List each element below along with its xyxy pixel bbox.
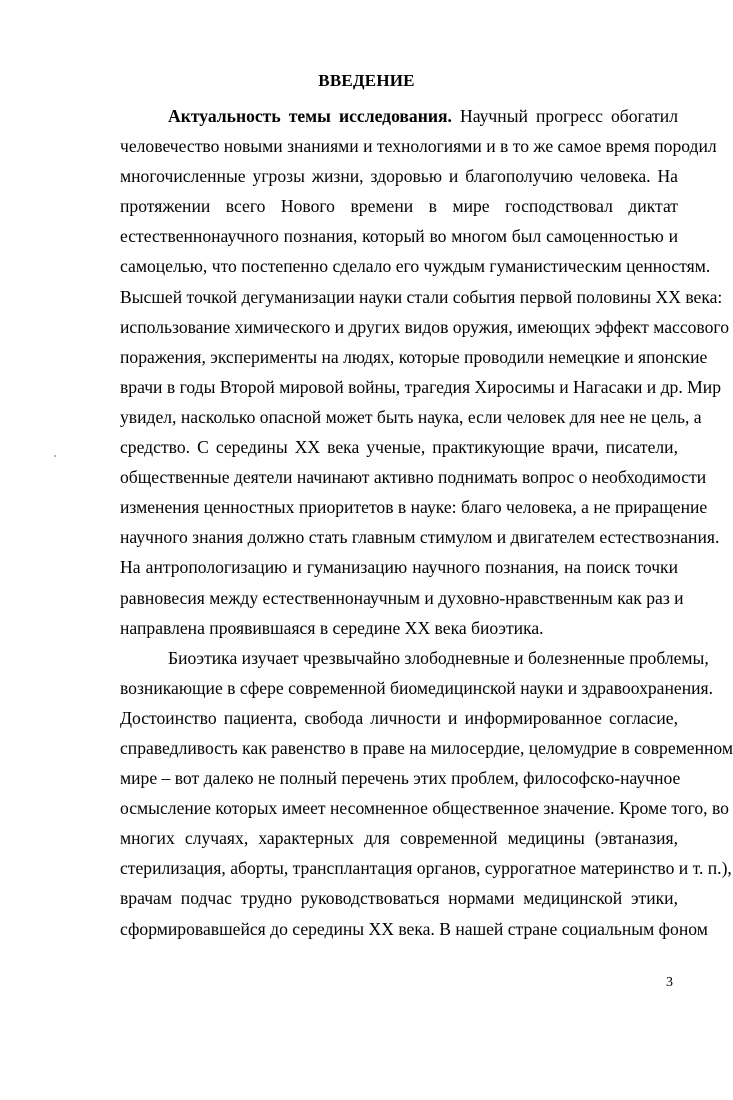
body-text — [120, 101, 733, 944]
paragraph-2-line: мире – вот далеко не полный перечень этих проблем, философско-научное — [120, 768, 681, 789]
paragraph-1-line-1 — [120, 101, 678, 131]
paragraph-1-line: На антропологизацию и гуманизацию научного познания, на поиск точки — [120, 557, 678, 578]
paragraph-2-line: Достоинство пациента, свобода личности и информированное согласие, — [120, 707, 678, 728]
paragraph-1-line: равновесия между естественнонаучным и духовно-нравственным как раз и — [120, 587, 684, 608]
paragraph-1-line: средство. С середины XX века ученые, практикующие врачи, писатели, — [120, 437, 678, 458]
paragraph-1-line: увидел, насколько опасной может быть наука, если человек для нее не цель, а — [120, 406, 702, 427]
paragraph-1-line: изменения ценностных приоритетов в науке: благо человека, а не приращение — [120, 497, 708, 518]
page-number: 3 — [666, 975, 673, 990]
paragraph-2-line: осмысление которых имеет несомненное общественное значение. Кроме того, во — [120, 798, 729, 819]
lead-phrase: Актуальность темы исследования. — [168, 106, 452, 126]
paragraph-1-line: поражения, эксперименты на людях, которые проводили немецкие и японские — [120, 346, 708, 367]
paragraph-1-line: многочисленные угрозы жизни, здоровью и благополучию человека. На — [120, 166, 678, 187]
paragraph-1-line: человечество новыми знаниями и технологиями и в то же самое время породил — [120, 136, 717, 157]
paragraph-1-line: протяжении всего Нового времени в мире господствовал диктат — [120, 196, 678, 217]
paragraph-1-line: самоцелью, что постепенно сделало его чуждым гуманистическим ценностям. — [120, 256, 711, 277]
paragraph-2-line: врачам подчас трудно руководствоваться нормами медицинской этики, — [120, 888, 678, 909]
paragraph-2-line: Биоэтика изучает чрезвычайно злободневные и болезненные проблемы, — [168, 647, 709, 668]
paragraph-1-line: использование химического и других видов оружия, имеющих эффект массового — [120, 316, 729, 337]
paragraph-line-text: Научный прогресс обогатил — [460, 106, 678, 126]
paragraph-1-line: естественнонаучного познания, который во многом был самоценностью и — [120, 226, 678, 247]
paragraph-1-line: научного знания должно стать главным стимулом и двигателем естествознания. — [120, 527, 720, 548]
paragraph-1-line: врачи в годы Второй мировой войны, трагедия Хиросимы и Нагасаки и др. Мир — [120, 376, 722, 397]
paragraph-2-line: стерилизация, аборты, трансплантация органов, суррогатное материнство и т. п.), — [120, 858, 732, 879]
paragraph-1-line: Высшей точкой дегуманизации науки стали события первой половины XX века: — [120, 286, 723, 307]
page-title: ВВЕДЕНИЕ — [318, 71, 415, 90]
paragraph-1-line: направлена проявившаяся в середине XX века биоэтика. — [120, 617, 544, 638]
paragraph-2-line: многих случаях, характерных для современной медицины (эвтаназия, — [120, 828, 678, 849]
paragraph-2-line: сформировавшейся до середины XX века. В нашей стране социальным фоном — [120, 918, 708, 939]
paragraph-2-line: возникающие в сфере современной биомедицинской науки и здравоохранения. — [120, 677, 714, 698]
paragraph-2-line: справедливость как равенство в праве на милосердие, целомудрие в современном — [120, 737, 733, 758]
scan-speck — [54, 455, 56, 457]
paragraph-1-line: общественные деятели начинают активно поднимать вопрос о необходимости — [120, 467, 707, 488]
